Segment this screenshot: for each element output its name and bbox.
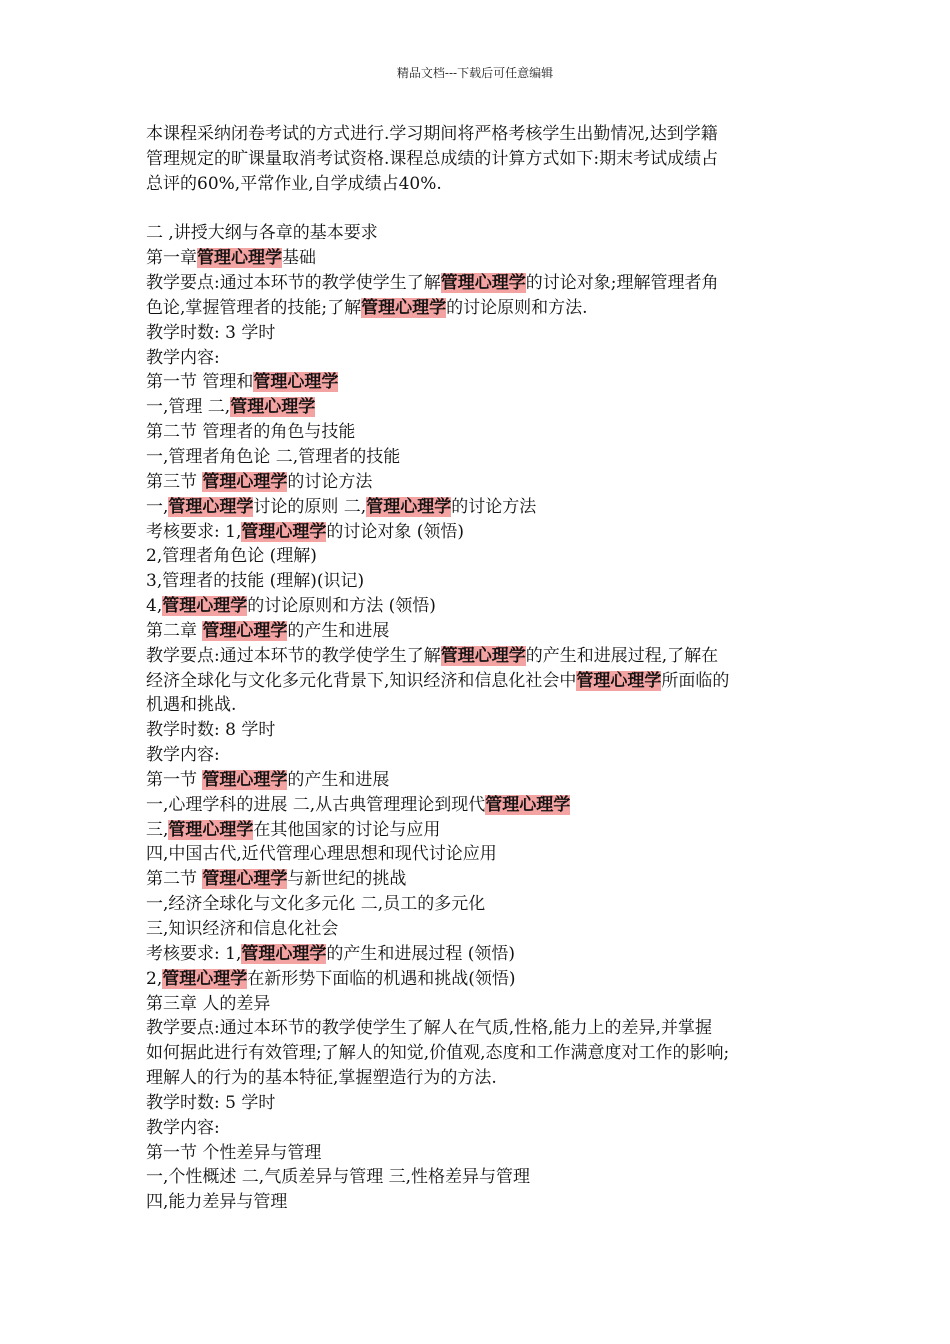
highlighted-term: 管理心理学 xyxy=(253,372,339,393)
text-line: 3,管理者的技能 (理解)(识记) xyxy=(146,571,365,592)
text-line: 机遇和挑战. xyxy=(146,695,237,716)
text-line: 四,中国古代,近代管理心理思想和现代讨论应用 xyxy=(146,844,497,865)
text-line: 考核要求: 1,管理心理学的产生和进展过程 (领悟) xyxy=(146,943,516,964)
text-line: 一,管理者角色论 二,管理者的技能 xyxy=(146,446,401,467)
text-line: 总评的60%,平常作业,自学成绩占40%. xyxy=(146,173,442,194)
text-line: 教学内容: xyxy=(146,1117,220,1138)
text-line: 一,管理心理学讨论的原则 二,管理心理学的讨论方法 xyxy=(146,496,537,517)
highlighted-term: 管理心理学 xyxy=(168,819,254,840)
highlighted-term: 管理心理学 xyxy=(168,496,254,517)
text-line: 色论,掌握管理者的技能;了解管理心理学的讨论原则和方法. xyxy=(146,297,588,318)
highlighted-term: 管理心理学 xyxy=(230,397,316,418)
highlighted-term: 管理心理学 xyxy=(197,248,282,269)
highlighted-term: 管理心理学 xyxy=(440,273,526,294)
text-line: 第三章 人的差异 xyxy=(146,993,271,1014)
highlighted-term: 管理心理学 xyxy=(202,471,288,492)
text-line: 2,管理者角色论 (理解) xyxy=(146,546,317,567)
text-line: 第二节 管理心理学与新世纪的挑战 xyxy=(146,869,407,890)
text-line: 考核要求: 1,管理心理学的讨论对象 (领悟) xyxy=(146,521,465,542)
highlighted-term: 管理心理学 xyxy=(485,794,571,815)
text-line: 教学要点:通过本环节的教学使学生了解管理心理学的讨论对象;理解管理者角 xyxy=(146,273,719,294)
text-line: 如何据此进行有效管理;了解人的知觉,价值观,态度和工作满意度对工作的影响; xyxy=(146,1043,730,1064)
highlighted-term: 管理心理学 xyxy=(202,620,288,641)
text-line: 第一章管理心理学基础 xyxy=(146,248,316,269)
highlighted-term: 管理心理学 xyxy=(162,968,248,989)
text-line: 第一节 管理心理学的产生和进展 xyxy=(146,769,390,790)
text-line: 一,管理 二,管理心理学 xyxy=(146,397,316,418)
text-line: 一,经济全球化与文化多元化 二,员工的多元化 xyxy=(146,894,486,915)
text-line: 教学时数: 5 学时 xyxy=(146,1092,276,1113)
document-body xyxy=(146,122,826,1215)
highlighted-term: 管理心理学 xyxy=(202,769,288,790)
highlighted-term: 管理心理学 xyxy=(366,496,452,517)
text-line: 本课程采纳闭卷考试的方式进行.学习期间将严格考核学生出勤情况,达到学籍 xyxy=(146,124,718,144)
text-line: 第一节 个性差异与管理 xyxy=(146,1142,322,1163)
text-line: 4,管理心理学的讨论原则和方法 (领悟) xyxy=(146,596,436,617)
text-line: 二 ,讲授大纲与各章的基本要求 xyxy=(146,223,378,244)
text-line: 三,知识经济和信息化社会 xyxy=(146,919,339,939)
highlighted-term: 管理心理学 xyxy=(361,297,447,318)
text-line: 第一节 管理和管理心理学 xyxy=(146,372,339,393)
text-line: 经济全球化与文化多元化背景下,知识经济和信息化社会中管理心理学所面临的 xyxy=(146,670,730,691)
highlighted-term: 管理心理学 xyxy=(202,869,288,890)
text-line: 教学内容: xyxy=(146,347,220,368)
text-line: 第三节 管理心理学的讨论方法 xyxy=(146,471,373,492)
highlighted-term: 管理心理学 xyxy=(576,670,662,691)
text-line: 四,能力差异与管理 xyxy=(146,1192,288,1213)
text-line: 第二节 管理者的角色与技能 xyxy=(146,422,356,443)
text-line: 管理规定的旷课量取消考试资格.课程总成绩的计算方式如下:期末考试成绩占 xyxy=(146,148,719,169)
page-header: 精品文档---下载后可任意编辑 xyxy=(396,66,554,80)
highlighted-term: 管理心理学 xyxy=(241,943,327,964)
text-line: 第二章 管理心理学的产生和进展 xyxy=(146,620,390,641)
text-line: 教学内容: xyxy=(146,745,220,766)
text-line: 三,管理心理学在其他国家的讨论与应用 xyxy=(146,819,441,840)
highlighted-term: 管理心理学 xyxy=(241,521,327,542)
text-line: 一,心理学科的进展 二,从古典管理理论到现代管理心理学 xyxy=(146,794,571,815)
text-line xyxy=(146,197,826,222)
text-line: 教学时数: 3 学时 xyxy=(146,322,276,343)
text-line: 一,个性概述 二,气质差异与管理 三,性格差异与管理 xyxy=(146,1167,531,1188)
text-line: 2,管理心理学在新形势下面临的机遇和挑战(领悟) xyxy=(146,968,516,989)
highlighted-term: 管理心理学 xyxy=(162,596,248,617)
text-line: 教学时数: 8 学时 xyxy=(146,720,276,741)
highlighted-term: 管理心理学 xyxy=(440,645,526,666)
text-line: 教学要点:通过本环节的教学使学生了解管理心理学的产生和进展过程,了解在 xyxy=(146,645,719,666)
text-line: 理解人的行为的基本特征,掌握塑造行为的方法. xyxy=(146,1068,497,1089)
text-line: 教学要点:通过本环节的教学使学生了解人在气质,性格,能力上的差异,并掌握 xyxy=(146,1018,712,1039)
